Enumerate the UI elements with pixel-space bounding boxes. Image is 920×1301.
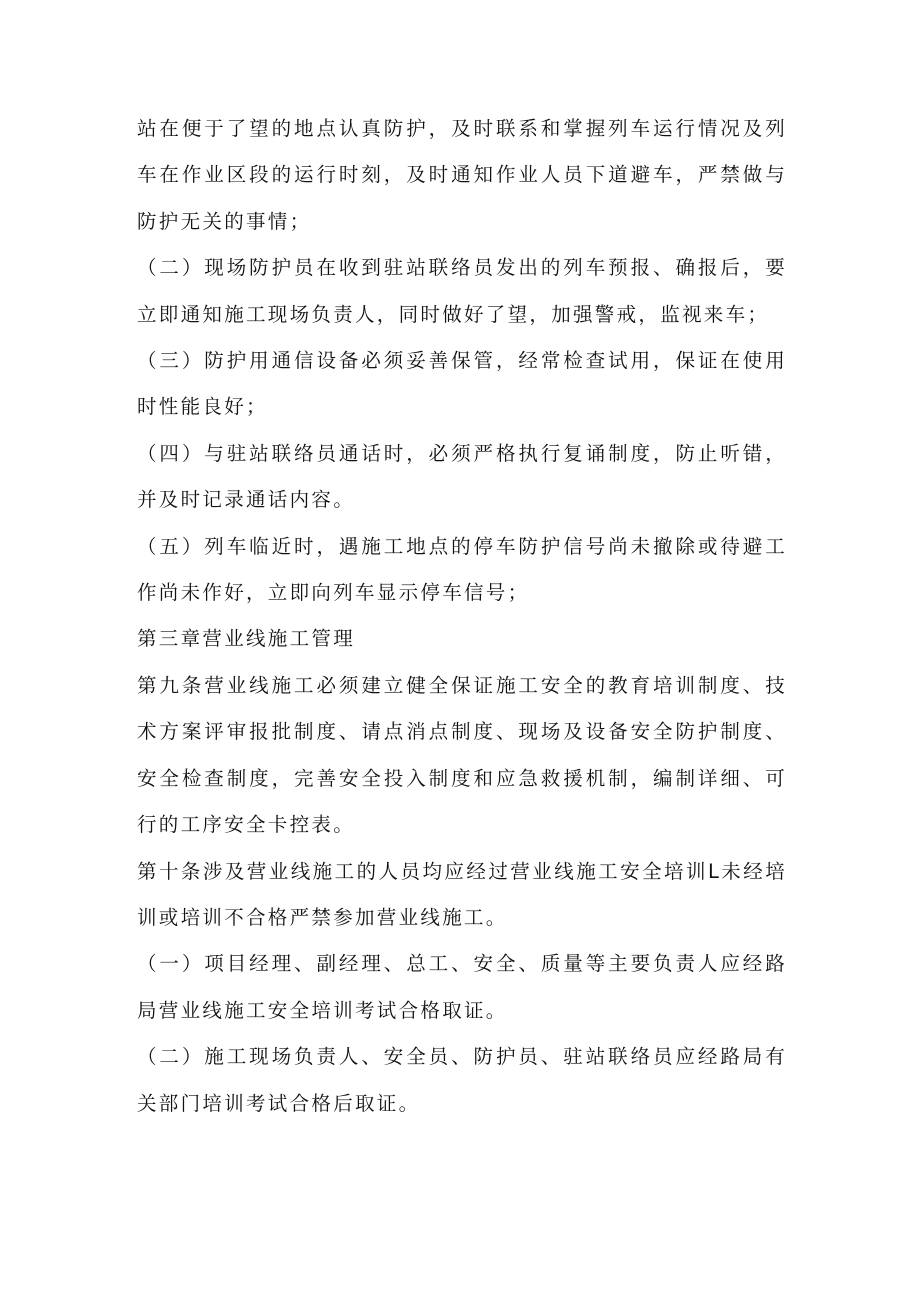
paragraph-sub-1: （一）项目经理、副经理、总工、安全、质量等主要负责人应经路局营业线施工安全培训考试合格取证。 [137, 952, 787, 1022]
paragraph-sub-2: （二）施工现场负责人、安全员、防护员、驻站联络员应经路局有关部门培训考试合格后取证。 [137, 1045, 787, 1115]
document-body [137, 106, 787, 1127]
paragraph-item-5: （五）列车临近时，遇施工地点的停车防护信号尚未撤除或待避工作尚未作好，立即向列车显示停车信号； [137, 534, 787, 605]
paragraph-item-2: （二）现场防护员在收到驻站联络员发出的列车预报、确报后，要立即通知施工现场负责人，同时做好了望，加强警戒，监视来车； [137, 256, 787, 326]
chapter-heading: 第三章营业线施工管理 [137, 627, 356, 651]
article-9: 第九条营业线施工必须建立健全保证施工安全的教育培训制度、技术方案评审报批制度、请点消点制度、现场及设备安全防护制度、安全检查制度，完善安全投入制度和应急救援机制，编制详细、可行的工序安全卡控表。 [137, 673, 787, 837]
article-10: 第十条涉及营业线施工的人员均应经过营业线施工安全培训L未经培训或培训不合格严禁参加营业线施工。 [137, 859, 787, 929]
paragraph-continuation: 站在便于了望的地点认真防护，及时联系和掌握列车运行情况及列车在作业区段的运行时刻，及时通知作业人员下道避车，严禁做与防护无关的事情； [137, 117, 787, 233]
paragraph-item-4: （四）与驻站联络员通话时，必须严格执行复诵制度，防止听错，并及时记录通话内容。 [137, 441, 787, 512]
paragraph-item-3: （三）防护用通信设备必须妥善保管，经常检查试用，保证在使用时性能良好； [137, 349, 787, 419]
